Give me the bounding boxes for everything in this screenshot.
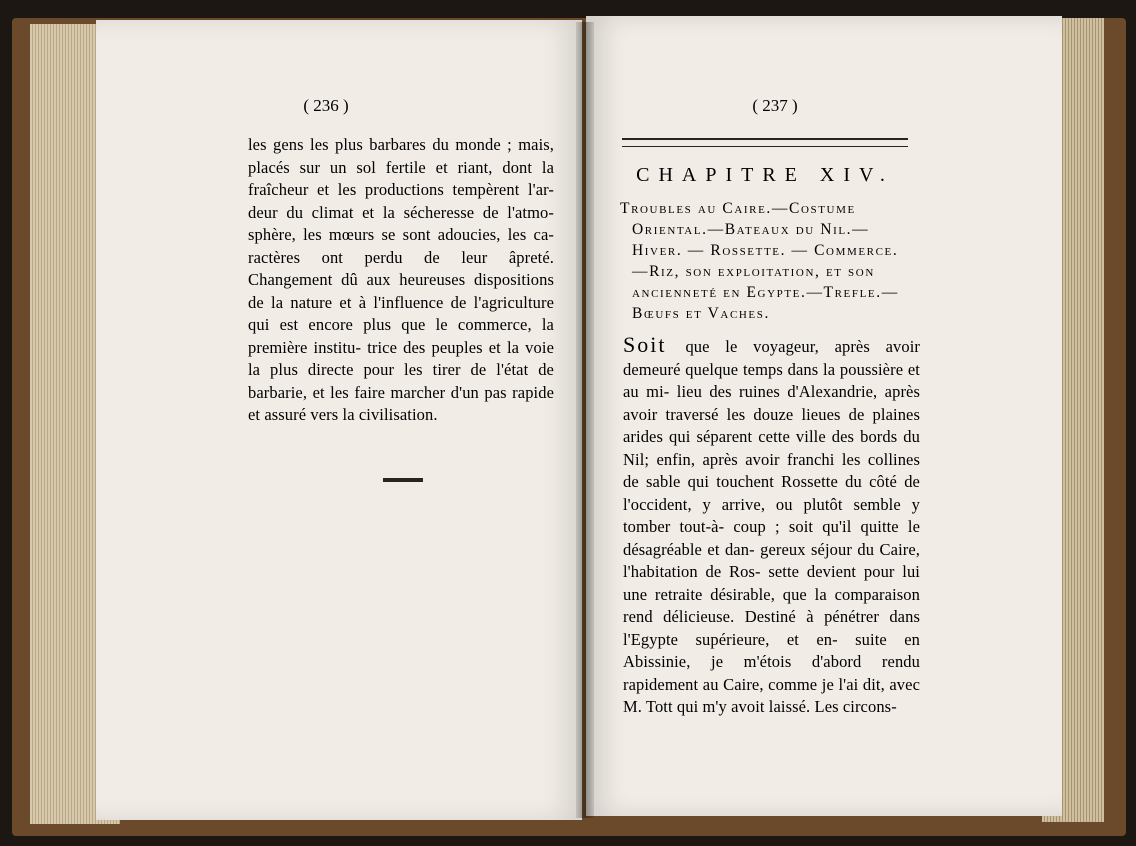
chapter-header-rule <box>622 138 908 147</box>
text-line: M. Tott qui m'y avoit laissé. Les circons- <box>623 697 897 716</box>
text-line: quelque temps dans la poussière et au mi- <box>623 359 920 401</box>
text-line: faire marcher d'un pas rapide et assuré vers <box>248 382 555 424</box>
right-page-body <box>623 332 921 716</box>
text-line: coup ; soit qu'il quitte le désagréable et dan- <box>623 517 921 559</box>
text-line: plus que le commerce, la première institu- <box>248 315 554 357</box>
text-line: enfin, après avoir franchi les collines de sable <box>623 449 921 491</box>
left-page-number: ( 236 ) <box>303 96 349 115</box>
text-line: qui touchent Rossette du côté de l'occident, <box>623 472 920 514</box>
text-line: rapidement au Caire, comme je l'ai dit, avec <box>623 674 920 694</box>
summary-line: Oriental.—Bateaux du Nil.— <box>632 221 870 238</box>
text-line: suite en Abissinie, je m'étois d'abord rendu <box>623 629 920 671</box>
text-line: placés sur un sol fertile et riant, dont la <box>248 157 554 177</box>
text-line: dû aux heureuses dispositions de la nature et <box>248 270 554 312</box>
text-line: la civilisation. <box>342 405 438 424</box>
chapter-summary <box>620 198 922 324</box>
text-line: pour les tirer de l'état de barbarie, et les <box>248 360 554 402</box>
summary-line: Hiver. — Rossette. — Commerce. <box>632 242 899 259</box>
dropcap-word: Soit <box>623 332 686 357</box>
summary-line: ancienneté en Egypte.—Trefle.— <box>632 284 899 301</box>
text-line: traversé les douze lieues de plaines arides <box>623 404 920 446</box>
right-page-number: ( 237 ) <box>752 96 798 115</box>
summary-line: Troubles au Caire.—Costume <box>620 200 856 217</box>
chapter-title: CHAPITRE XIV. <box>636 164 894 186</box>
text-line: les gens les plus barbares du monde ; mais, <box>248 135 554 154</box>
text-line: sette devient pour lui une retraite désirable, <box>623 562 920 604</box>
left-page-body <box>248 134 555 424</box>
text-line: que le voyageur, après avoir demeuré <box>623 337 920 379</box>
text-line: à pénétrer dans l'Egypte supérieure, et en- <box>623 607 920 649</box>
summary-line: —Riz, son exploitation, et son <box>632 263 875 280</box>
text-line: lieu des ruines d'Alexandrie, après avoir <box>623 382 920 424</box>
text-line: ractères ont perdu de leur âpreté. Changement <box>248 247 554 289</box>
text-line: deur du climat et la sécheresse de l'atmo- <box>248 202 554 222</box>
text-line: sphère, les mœurs se sont adoucies, les ca- <box>248 225 554 244</box>
end-ornament-rule <box>383 478 423 482</box>
text-line: à l'influence de l'agriculture qui est encore <box>248 292 555 334</box>
text-line: gereux séjour du Caire, l'habitation de Ros- <box>623 539 920 581</box>
text-line: qui séparent cette ville des bords du Nil; <box>623 427 920 469</box>
text-line: y arrive, ou plutôt semble y tomber tout-à- <box>623 494 920 536</box>
summary-line: Bœufs et Vaches. <box>632 305 770 322</box>
text-line: fraîcheur et les productions tempèrent l'ar- <box>248 180 554 199</box>
text-line: trice des peuples et la voie la plus directe <box>248 337 554 379</box>
text-line: que la comparaison rend délicieuse. Destiné <box>623 584 920 626</box>
book-gutter <box>576 22 594 818</box>
